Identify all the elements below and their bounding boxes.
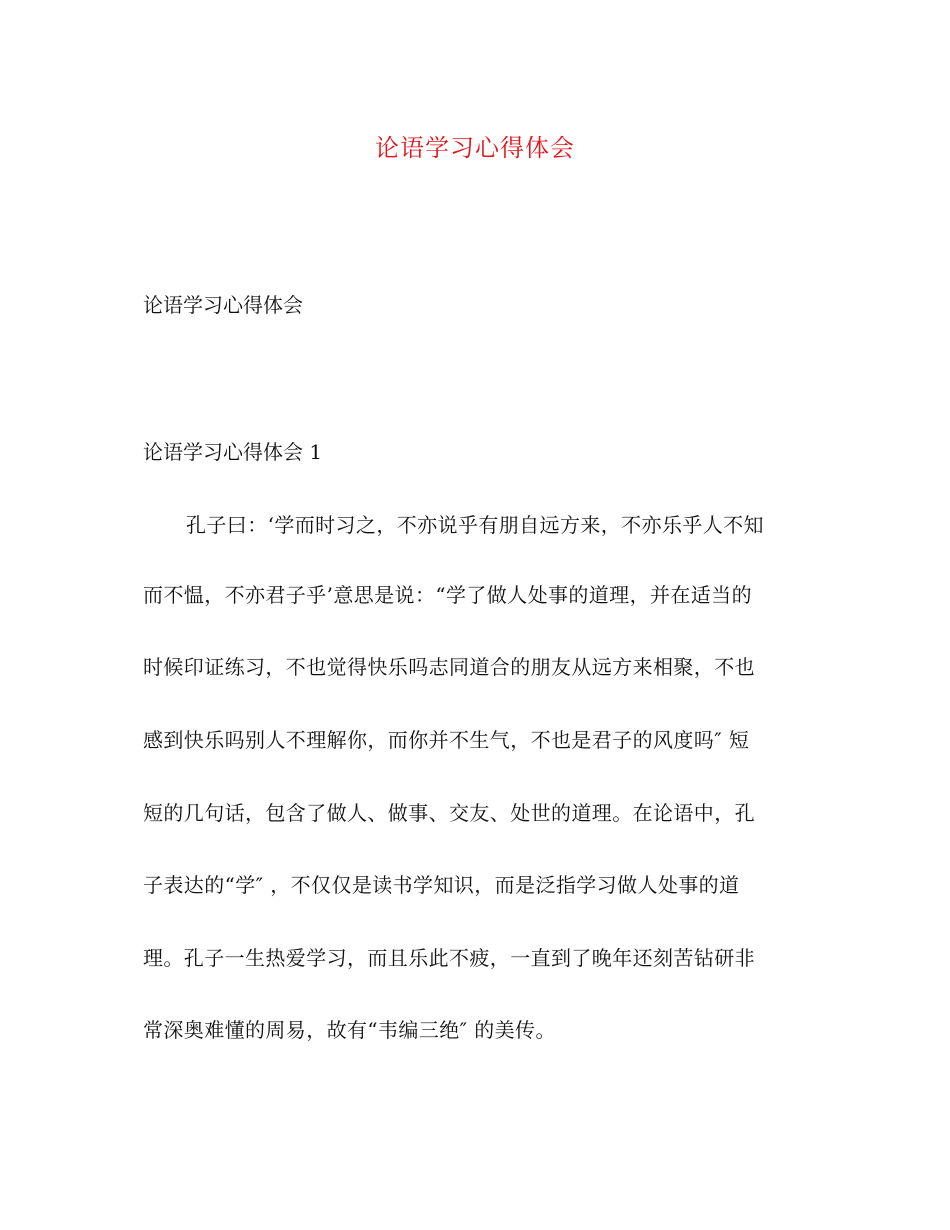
document-subtitle: 论语学习心得体会 xyxy=(143,293,303,317)
section-heading: 论语学习心得体会 1 xyxy=(143,440,323,464)
page-title: 论语学习心得体会 xyxy=(375,134,575,162)
paragraph-line: 时候印证练习，不也觉得快乐吗志同道合的朋友从远方来相聚，不也 xyxy=(143,655,755,679)
paragraph-line: 而不愠，不亦君子乎’意思是说：“学了做人处事的道理，并在适当的 xyxy=(143,583,752,607)
paragraph-line: 孔子曰：‘学而时习之，不亦说乎有朋自远方来，不亦乐乎人不知 xyxy=(186,513,764,537)
paragraph-line: 感到快乐吗别人不理解你，而你并不生气，不也是君子的风度吗″ 短 xyxy=(143,728,750,752)
paragraph-line: 常深奥难懂的周易，故有“韦编三绝″ 的美传。 xyxy=(143,1018,556,1042)
paragraph-line: 理。孔子一生热爱学习，而且乐此不疲，一直到了晚年还刻苦钻研非 xyxy=(143,946,755,970)
paragraph-line: 子表达的“学″ ，不仅仅是读书学知识，而是泛指学习做人处事的道 xyxy=(143,873,740,897)
paragraph-line: 短的几句话，包含了做人、做事、交友、处世的道理。在论语中，孔 xyxy=(143,801,755,825)
